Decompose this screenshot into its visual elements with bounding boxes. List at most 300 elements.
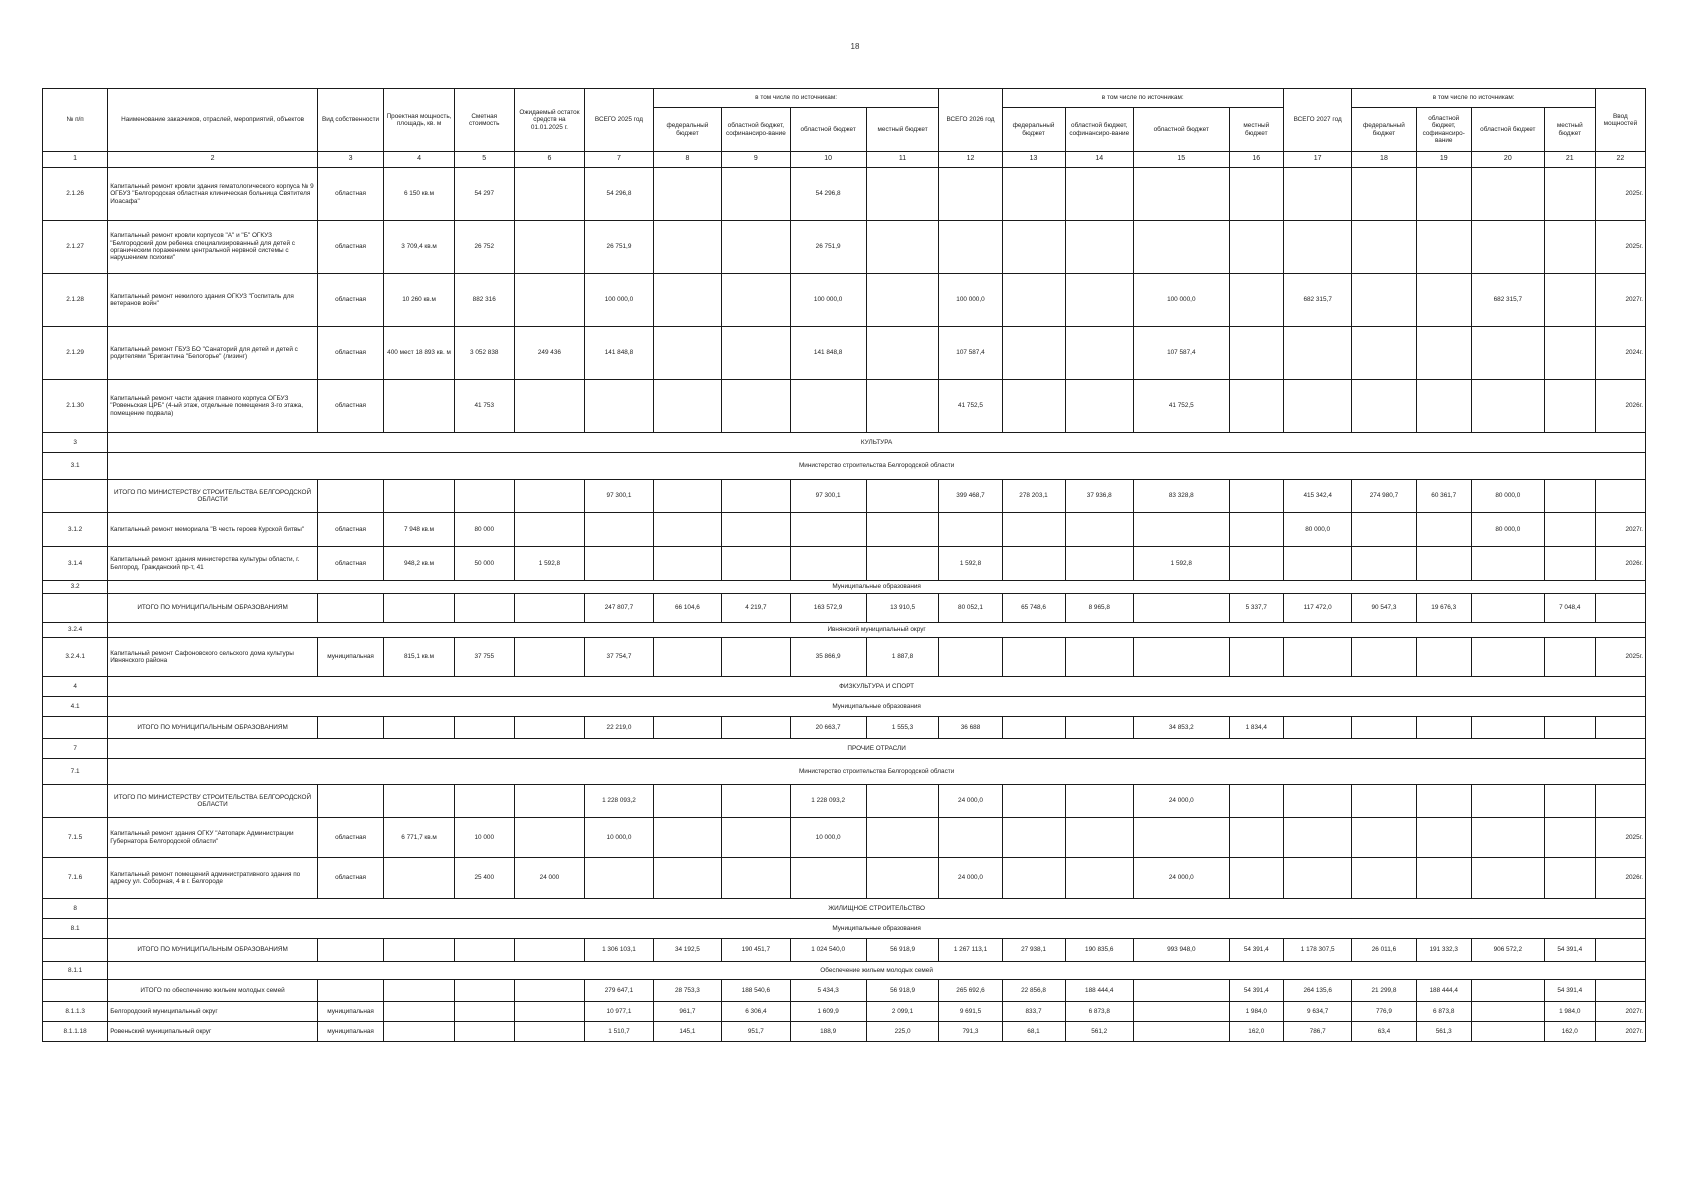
capacity-cell: [384, 858, 455, 899]
amount-cell: [1471, 818, 1544, 858]
table-row: [43, 380, 1646, 433]
column-number: 19: [1416, 152, 1471, 168]
section-number: 4.1: [43, 697, 108, 717]
amount-cell: 83 328,8: [1133, 480, 1229, 513]
ownership-cell: областная: [317, 221, 383, 274]
capacity-cell: [384, 717, 455, 739]
amount-cell: [1002, 785, 1065, 818]
amount-cell: [1416, 221, 1471, 274]
amount-cell: 41 752,5: [1133, 380, 1229, 433]
amount-cell: [1002, 717, 1065, 739]
amount-cell: [514, 1022, 585, 1042]
header-commissioning: Ввод мощностей: [1595, 89, 1645, 152]
amount-cell: [1471, 858, 1544, 899]
amount-cell: [1065, 785, 1133, 818]
amount-cell: 1 592,8: [1133, 547, 1229, 581]
amount-cell: 1 555,3: [866, 717, 939, 739]
amount-cell: [1229, 221, 1283, 274]
amount-cell: [1133, 818, 1229, 858]
total-row: [43, 939, 1646, 962]
amount-cell: 162,0: [1544, 1022, 1595, 1042]
total-row: [43, 717, 1646, 739]
amount-cell: 107 587,4: [939, 327, 1002, 380]
amount-cell: [866, 168, 939, 221]
column-number: 15: [1133, 152, 1229, 168]
amount-cell: [790, 858, 866, 899]
amount-cell: [1283, 221, 1351, 274]
table-row: [43, 1022, 1646, 1042]
amount-cell: 265 692,6: [939, 980, 1002, 1002]
total-label: ИТОГО ПО МУНИЦИПАЛЬНЫМ ОБРАЗОВАНИЯМ: [108, 594, 318, 623]
capacity-cell: 948,2 кв.м: [384, 547, 455, 581]
amount-cell: [1002, 221, 1065, 274]
total-label: ИТОГО по обеспечению жильем молодых семей: [108, 980, 318, 1002]
amount-cell: 10 000,0: [790, 818, 866, 858]
amount-cell: 188 540,6: [722, 980, 790, 1002]
amount-cell: 1 178 307,5: [1283, 939, 1351, 962]
amount-cell: [653, 168, 721, 221]
amount-cell: [939, 221, 1002, 274]
amount-cell: 162,0: [1229, 1022, 1283, 1042]
header-sources-2026: в том числе по источникам:: [1002, 89, 1283, 108]
amount-cell: 34 853,2: [1133, 717, 1229, 739]
amount-cell: [653, 221, 721, 274]
amount-cell: 90 547,3: [1352, 594, 1416, 623]
amount-cell: [1283, 818, 1351, 858]
amount-cell: [514, 480, 585, 513]
capacity-cell: [384, 594, 455, 623]
header-local: местный бюджет: [1229, 108, 1283, 152]
amount-cell: [514, 513, 585, 547]
ownership-cell: [317, 939, 383, 962]
table-row: [43, 327, 1646, 380]
column-number: 20: [1471, 152, 1544, 168]
amount-cell: [790, 513, 866, 547]
total-row: [43, 785, 1646, 818]
column-number: 16: [1229, 152, 1283, 168]
section-number: 3: [43, 433, 108, 453]
amount-cell: [1133, 980, 1229, 1002]
amount-cell: [1471, 380, 1544, 433]
header-federal: федеральный бюджет: [1002, 108, 1065, 152]
amount-cell: [514, 168, 585, 221]
amount-cell: [1283, 717, 1351, 739]
header-federal: федеральный бюджет: [653, 108, 721, 152]
column-number: 11: [866, 152, 939, 168]
amount-cell: 274 980,7: [1352, 480, 1416, 513]
amount-cell: [1229, 785, 1283, 818]
amount-cell: 278 203,1: [1002, 480, 1065, 513]
commissioning-year: 2027г.: [1595, 1002, 1645, 1022]
section-title: КУЛЬТУРА: [108, 433, 1646, 453]
amount-cell: [1065, 168, 1133, 221]
amount-cell: [1133, 168, 1229, 221]
amount-cell: [454, 1022, 514, 1042]
section-number: 3.2: [43, 581, 108, 594]
capacity-cell: [384, 785, 455, 818]
amount-cell: 100 000,0: [585, 274, 653, 327]
amount-cell: 1 510,7: [585, 1022, 653, 1042]
amount-cell: [1283, 858, 1351, 899]
amount-cell: [866, 513, 939, 547]
amount-cell: 37 755: [454, 638, 514, 677]
commissioning-year: 2024г.: [1595, 327, 1645, 380]
amount-cell: 24 000,0: [1133, 858, 1229, 899]
object-name: Капитальный ремонт помещений административного здания по адресу ул. Соборная, 4 в г. Белгороде: [108, 858, 318, 899]
amount-cell: [1283, 380, 1351, 433]
amount-cell: 22 219,0: [585, 717, 653, 739]
amount-cell: 80 000: [454, 513, 514, 547]
amount-cell: [514, 380, 585, 433]
header-regional-cofin: областной бюджет, софинансиро-вание: [1416, 108, 1471, 152]
header-federal: федеральный бюджет: [1352, 108, 1416, 152]
amount-cell: [454, 980, 514, 1002]
capacity-cell: 10 260 кв.м: [384, 274, 455, 327]
amount-cell: 1 024 540,0: [790, 939, 866, 962]
amount-cell: 24 000,0: [939, 858, 1002, 899]
total-row: [43, 594, 1646, 623]
row-number: [43, 717, 108, 739]
row-number: 2.1.28: [43, 274, 108, 327]
ownership-cell: муниципальная: [317, 1002, 383, 1022]
amount-cell: 163 572,9: [790, 594, 866, 623]
capacity-cell: [384, 1002, 455, 1022]
amount-cell: [1229, 547, 1283, 581]
amount-cell: [1352, 638, 1416, 677]
amount-cell: [722, 717, 790, 739]
amount-cell: 145,1: [653, 1022, 721, 1042]
section-title: ФИЗКУЛЬТУРА И СПОРТ: [108, 677, 1646, 697]
ownership-cell: областная: [317, 380, 383, 433]
amount-cell: [866, 380, 939, 433]
header-local: местный бюджет: [866, 108, 939, 152]
commissioning-year: 2026г.: [1595, 858, 1645, 899]
amount-cell: 56 918,9: [866, 939, 939, 962]
amount-cell: [790, 380, 866, 433]
amount-cell: 1 984,0: [1229, 1002, 1283, 1022]
amount-cell: [585, 547, 653, 581]
amount-cell: [1416, 547, 1471, 581]
total-label: ИТОГО ПО МИНИСТЕРСТВУ СТРОИТЕЛЬСТВА БЕЛГОРОДСКОЙ ОБЛАСТИ: [108, 785, 318, 818]
table-row: [43, 513, 1646, 547]
amount-cell: [1065, 327, 1133, 380]
amount-cell: [1229, 818, 1283, 858]
amount-cell: [1352, 168, 1416, 221]
amount-cell: 54 297: [454, 168, 514, 221]
amount-cell: [1544, 380, 1595, 433]
amount-cell: [722, 818, 790, 858]
amount-cell: [514, 594, 585, 623]
amount-cell: 682 315,7: [1283, 274, 1351, 327]
section-row: [43, 677, 1646, 697]
capacity-cell: [384, 939, 455, 962]
amount-cell: [653, 818, 721, 858]
amount-cell: 906 572,2: [1471, 939, 1544, 962]
amount-cell: [1002, 168, 1065, 221]
amount-cell: 19 676,3: [1416, 594, 1471, 623]
commissioning-year: 2026г.: [1595, 547, 1645, 581]
amount-cell: [1416, 638, 1471, 677]
amount-cell: 36 688: [939, 717, 1002, 739]
table-row: [43, 547, 1646, 581]
column-number: 17: [1283, 152, 1351, 168]
amount-cell: [866, 547, 939, 581]
amount-cell: 100 000,0: [939, 274, 1002, 327]
amount-cell: 833,7: [1002, 1002, 1065, 1022]
amount-cell: 5 337,7: [1229, 594, 1283, 623]
ownership-cell: областная: [317, 274, 383, 327]
amount-cell: 9 691,5: [939, 1002, 1002, 1022]
amount-cell: 264 135,6: [1283, 980, 1351, 1002]
amount-cell: 6 873,8: [1416, 1002, 1471, 1022]
object-name: Капитальный ремонт нежилого здания ОГКУЗ "Госпиталь для ветеранов войн": [108, 274, 318, 327]
amount-cell: [1002, 274, 1065, 327]
amount-cell: [1416, 327, 1471, 380]
amount-cell: 54 391,4: [1544, 980, 1595, 1002]
object-name: Капитальный ремонт мемориала "В честь героев Курской битвы": [108, 513, 318, 547]
amount-cell: 993 948,0: [1133, 939, 1229, 962]
header-name: Наименование заказчиков, отраслей, мероприятий, объектов: [108, 89, 318, 152]
header-total-2027: ВСЕГО 2027 год: [1283, 89, 1351, 152]
amount-cell: 27 938,1: [1002, 939, 1065, 962]
capacity-cell: [384, 980, 455, 1002]
amount-cell: 65 748,6: [1002, 594, 1065, 623]
amount-cell: 415 342,4: [1283, 480, 1351, 513]
amount-cell: 190 451,7: [722, 939, 790, 962]
amount-cell: [1416, 513, 1471, 547]
amount-cell: [1416, 380, 1471, 433]
amount-cell: 24 000,0: [1133, 785, 1229, 818]
amount-cell: [1416, 858, 1471, 899]
amount-cell: 24 000,0: [939, 785, 1002, 818]
amount-cell: [653, 327, 721, 380]
capacity-cell: [384, 380, 455, 433]
header-total-2025: ВСЕГО 2025 год: [585, 89, 653, 152]
amount-cell: 97 300,1: [790, 480, 866, 513]
amount-cell: 26 752: [454, 221, 514, 274]
section-row: [43, 919, 1646, 939]
amount-cell: [722, 327, 790, 380]
amount-cell: 10 000: [454, 818, 514, 858]
amount-cell: [1416, 717, 1471, 739]
amount-cell: 188,9: [790, 1022, 866, 1042]
amount-cell: 56 918,9: [866, 980, 939, 1002]
commissioning-year: 2025г.: [1595, 221, 1645, 274]
commissioning-year: [1595, 717, 1645, 739]
header-remaining: Ожидаемый остаток средств на 01.01.2025 г.: [514, 89, 585, 152]
section-row: [43, 433, 1646, 453]
amount-cell: [585, 380, 653, 433]
amount-cell: 279 647,1: [585, 980, 653, 1002]
amount-cell: 100 000,0: [790, 274, 866, 327]
ownership-cell: [317, 480, 383, 513]
amount-cell: [1352, 818, 1416, 858]
amount-cell: 188 444,4: [1416, 980, 1471, 1002]
amount-cell: [722, 513, 790, 547]
amount-cell: [1065, 274, 1133, 327]
amount-cell: [866, 818, 939, 858]
amount-cell: [1471, 1022, 1544, 1042]
commissioning-year: 2027г.: [1595, 274, 1645, 327]
amount-cell: [1416, 168, 1471, 221]
amount-cell: [1283, 785, 1351, 818]
amount-cell: [939, 513, 1002, 547]
object-name: Капитальный ремонт здания ОГКУ "Автопарк Администрации Губернатора Белгородской области": [108, 818, 318, 858]
amount-cell: 4 219,7: [722, 594, 790, 623]
amount-cell: 54 391,4: [1544, 939, 1595, 962]
amount-cell: [454, 939, 514, 962]
column-number-row: [43, 152, 1646, 168]
amount-cell: [1229, 327, 1283, 380]
amount-cell: [1283, 168, 1351, 221]
amount-cell: [1229, 858, 1283, 899]
amount-cell: 80 000,0: [1283, 513, 1351, 547]
amount-cell: [1283, 638, 1351, 677]
header-local: местный бюджет: [1544, 108, 1595, 152]
amount-cell: [722, 380, 790, 433]
amount-cell: [514, 939, 585, 962]
row-number: 3.1.2: [43, 513, 108, 547]
total-label: ИТОГО ПО МИНИСТЕРСТВУ СТРОИТЕЛЬСТВА БЕЛГОРОДСКОЙ ОБЛАСТИ: [108, 480, 318, 513]
amount-cell: 5 434,3: [790, 980, 866, 1002]
amount-cell: 26 751,9: [585, 221, 653, 274]
capacity-cell: 6 771,7 кв.м: [384, 818, 455, 858]
amount-cell: [1352, 717, 1416, 739]
row-number: [43, 480, 108, 513]
amount-cell: 247 807,7: [585, 594, 653, 623]
ownership-cell: областная: [317, 858, 383, 899]
amount-cell: 66 104,6: [653, 594, 721, 623]
header-no: № п/п: [43, 89, 108, 152]
amount-cell: [1002, 638, 1065, 677]
amount-cell: [722, 638, 790, 677]
amount-cell: [1471, 980, 1544, 1002]
amount-cell: 1 984,0: [1544, 1002, 1595, 1022]
amount-cell: [454, 594, 514, 623]
amount-cell: [1544, 168, 1595, 221]
amount-cell: [1065, 818, 1133, 858]
amount-cell: [1416, 274, 1471, 327]
amount-cell: 1 609,9: [790, 1002, 866, 1022]
amount-cell: 8 965,8: [1065, 594, 1133, 623]
amount-cell: [1352, 858, 1416, 899]
section-row: [43, 453, 1646, 480]
amount-cell: [722, 480, 790, 513]
amount-cell: [1002, 818, 1065, 858]
amount-cell: [1544, 638, 1595, 677]
amount-cell: [1471, 221, 1544, 274]
amount-cell: 26 751,9: [790, 221, 866, 274]
column-number: 6: [514, 152, 585, 168]
amount-cell: [1133, 594, 1229, 623]
amount-cell: 41 752,5: [939, 380, 1002, 433]
object-name: Капитальный ремонт ГБУЗ БО "Санаторий для детей и детей с родителями "Бригантина "Белогорье" (лизинг): [108, 327, 318, 380]
amount-cell: [1416, 818, 1471, 858]
column-number: 1: [43, 152, 108, 168]
section-title: Муниципальные образования: [108, 919, 1646, 939]
amount-cell: [514, 980, 585, 1002]
object-name: Белгородский муниципальный округ: [108, 1002, 318, 1022]
amount-cell: [454, 785, 514, 818]
column-number: 22: [1595, 152, 1645, 168]
object-name: Капитальный ремонт кровли корпусов "А" и "Б" ОГКУЗ "Белгородский дом ребенка специализированный для детей с органическим поражением центральной нервной системы с нарушением психики": [108, 221, 318, 274]
amount-cell: [1352, 327, 1416, 380]
amount-cell: [722, 547, 790, 581]
amount-cell: [1002, 327, 1065, 380]
section-row: [43, 739, 1646, 759]
total-label: ИТОГО ПО МУНИЦИПАЛЬНЫМ ОБРАЗОВАНИЯМ: [108, 939, 318, 962]
amount-cell: 7 048,4: [1544, 594, 1595, 623]
amount-cell: [1544, 785, 1595, 818]
amount-cell: [722, 221, 790, 274]
amount-cell: [1544, 717, 1595, 739]
column-number: 9: [722, 152, 790, 168]
amount-cell: [1229, 638, 1283, 677]
page-number: 18: [850, 42, 860, 51]
amount-cell: [1133, 513, 1229, 547]
table-row: [43, 274, 1646, 327]
section-number: 7: [43, 739, 108, 759]
amount-cell: [653, 638, 721, 677]
table-row: [43, 1002, 1646, 1022]
row-number: 2.1.30: [43, 380, 108, 433]
section-row: [43, 759, 1646, 785]
capacity-cell: 7 948 кв.м: [384, 513, 455, 547]
amount-cell: 20 663,7: [790, 717, 866, 739]
row-number: 8.1.1.18: [43, 1022, 108, 1042]
column-number: 4: [384, 152, 455, 168]
table-row: [43, 221, 1646, 274]
amount-cell: [1352, 380, 1416, 433]
header-total-2026: ВСЕГО 2026 год: [939, 89, 1002, 152]
amount-cell: 190 835,6: [1065, 939, 1133, 962]
commissioning-year: [1595, 594, 1645, 623]
amount-cell: [939, 168, 1002, 221]
object-name: Капитальный ремонт части здания главного корпуса ОГБУЗ "Ровеньская ЦРБ" (4-ый этаж, отдельные помещения 3-го этажа, помещение подвала): [108, 380, 318, 433]
amount-cell: [722, 168, 790, 221]
row-number: [43, 939, 108, 962]
amount-cell: 63,4: [1352, 1022, 1416, 1042]
column-number: 5: [454, 152, 514, 168]
amount-cell: [1065, 221, 1133, 274]
ownership-cell: областная: [317, 327, 383, 380]
header-ownership: Вид собственности: [317, 89, 383, 152]
amount-cell: 34 192,5: [653, 939, 721, 962]
amount-cell: [939, 818, 1002, 858]
amount-cell: 37 754,7: [585, 638, 653, 677]
amount-cell: [514, 638, 585, 677]
amount-cell: 80 000,0: [1471, 513, 1544, 547]
column-number: 14: [1065, 152, 1133, 168]
amount-cell: [653, 547, 721, 581]
amount-cell: [1471, 785, 1544, 818]
ownership-cell: областная: [317, 513, 383, 547]
amount-cell: 50 000: [454, 547, 514, 581]
section-number: 8.1.1: [43, 962, 108, 980]
capacity-cell: [384, 480, 455, 513]
amount-cell: 2 099,1: [866, 1002, 939, 1022]
amount-cell: 10 000,0: [585, 818, 653, 858]
amount-cell: [722, 274, 790, 327]
amount-cell: [454, 1002, 514, 1022]
amount-cell: [1471, 638, 1544, 677]
amount-cell: 191 332,3: [1416, 939, 1471, 962]
section-number: 7.1: [43, 759, 108, 785]
amount-cell: [1002, 513, 1065, 547]
amount-cell: 561,3: [1416, 1022, 1471, 1042]
section-row: [43, 581, 1646, 594]
amount-cell: 68,1: [1002, 1022, 1065, 1042]
